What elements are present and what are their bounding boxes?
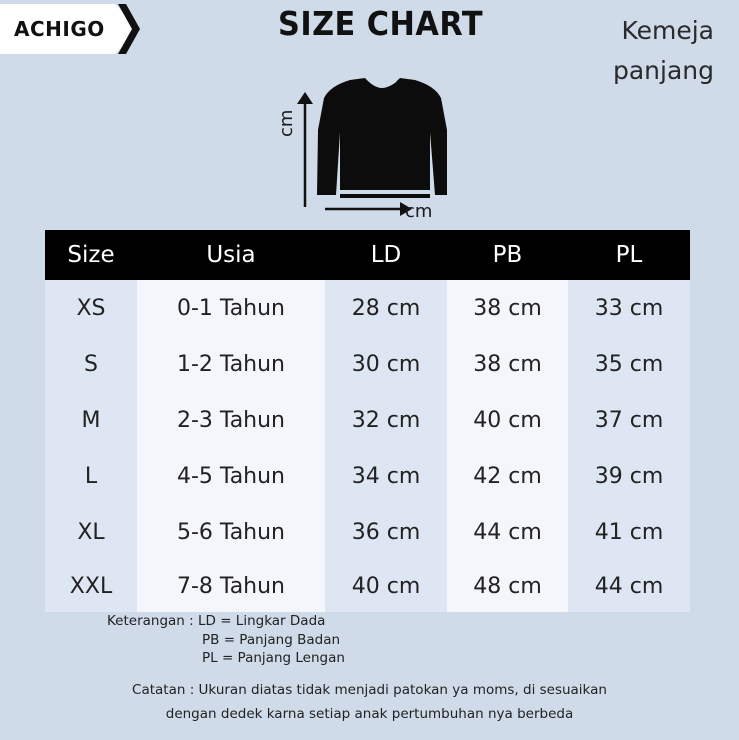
header-size: Size bbox=[45, 230, 137, 280]
page-title: SIZE CHART bbox=[278, 4, 484, 43]
legend bbox=[107, 612, 345, 668]
cell-size: M bbox=[45, 392, 137, 448]
cell-pb: 48 cm bbox=[447, 560, 568, 612]
shirt-diagram bbox=[270, 70, 470, 230]
legend-line: PL = Panjang Lengan bbox=[202, 650, 345, 666]
legend-line: Keterangan : LD = Lingkar Dada bbox=[107, 613, 326, 629]
table-row bbox=[45, 336, 690, 392]
cell-usia: 0-1 Tahun bbox=[137, 280, 325, 336]
brand-logo: ACHIGO bbox=[14, 17, 105, 41]
horizontal-unit-label: cm bbox=[405, 201, 433, 222]
note bbox=[0, 678, 739, 726]
cell-ld: 30 cm bbox=[325, 336, 447, 392]
cell-usia: 7-8 Tahun bbox=[137, 560, 325, 612]
cell-usia: 4-5 Tahun bbox=[137, 448, 325, 504]
cell-pl: 35 cm bbox=[568, 336, 690, 392]
cell-pb: 38 cm bbox=[447, 280, 568, 336]
table-row bbox=[45, 392, 690, 448]
cell-size: XXL bbox=[45, 560, 137, 612]
cell-pl: 44 cm bbox=[568, 560, 690, 612]
cell-ld: 32 cm bbox=[325, 392, 447, 448]
cell-pl: 37 cm bbox=[568, 392, 690, 448]
cell-pl: 33 cm bbox=[568, 280, 690, 336]
table-row bbox=[45, 560, 690, 612]
size-table bbox=[45, 230, 690, 612]
table-header-row bbox=[45, 230, 690, 280]
vertical-unit-label: cm bbox=[276, 109, 297, 137]
cell-pb: 38 cm bbox=[447, 336, 568, 392]
table-row bbox=[45, 504, 690, 560]
cell-ld: 36 cm bbox=[325, 504, 447, 560]
header-usia: Usia bbox=[137, 230, 325, 280]
cell-pb: 42 cm bbox=[447, 448, 568, 504]
cell-usia: 1-2 Tahun bbox=[137, 336, 325, 392]
header-ld: LD bbox=[325, 230, 447, 280]
cell-pl: 39 cm bbox=[568, 448, 690, 504]
cell-pb: 40 cm bbox=[447, 392, 568, 448]
table-row bbox=[45, 448, 690, 504]
cell-size: XS bbox=[45, 280, 137, 336]
legend-line: PB = Panjang Badan bbox=[202, 631, 341, 648]
cell-size: S bbox=[45, 336, 137, 392]
subtitle-line-2: panjang bbox=[612, 56, 714, 85]
cell-size: XL bbox=[45, 504, 137, 560]
cell-pb: 44 cm bbox=[447, 504, 568, 560]
cell-ld: 40 cm bbox=[325, 560, 447, 612]
subtitle-line-1: Kemeja bbox=[621, 16, 714, 45]
product-subtitle bbox=[613, 11, 714, 91]
table-row bbox=[45, 280, 690, 336]
cell-size: L bbox=[45, 448, 137, 504]
note-line: dengan dedek karna setiap anak pertumbuhan nya berbeda bbox=[165, 706, 574, 722]
cell-ld: 28 cm bbox=[325, 280, 447, 336]
cell-ld: 34 cm bbox=[325, 448, 447, 504]
cell-usia: 2-3 Tahun bbox=[137, 392, 325, 448]
header-pb: PB bbox=[447, 230, 568, 280]
header-pl: PL bbox=[568, 230, 690, 280]
note-line: Catatan : Ukuran diatas tidak menjadi patokan ya moms, di sesuaikan bbox=[132, 682, 607, 698]
brand-tag bbox=[0, 4, 140, 54]
cell-pl: 41 cm bbox=[568, 504, 690, 560]
shirt-icon bbox=[270, 70, 470, 230]
cell-usia: 5-6 Tahun bbox=[137, 504, 325, 560]
